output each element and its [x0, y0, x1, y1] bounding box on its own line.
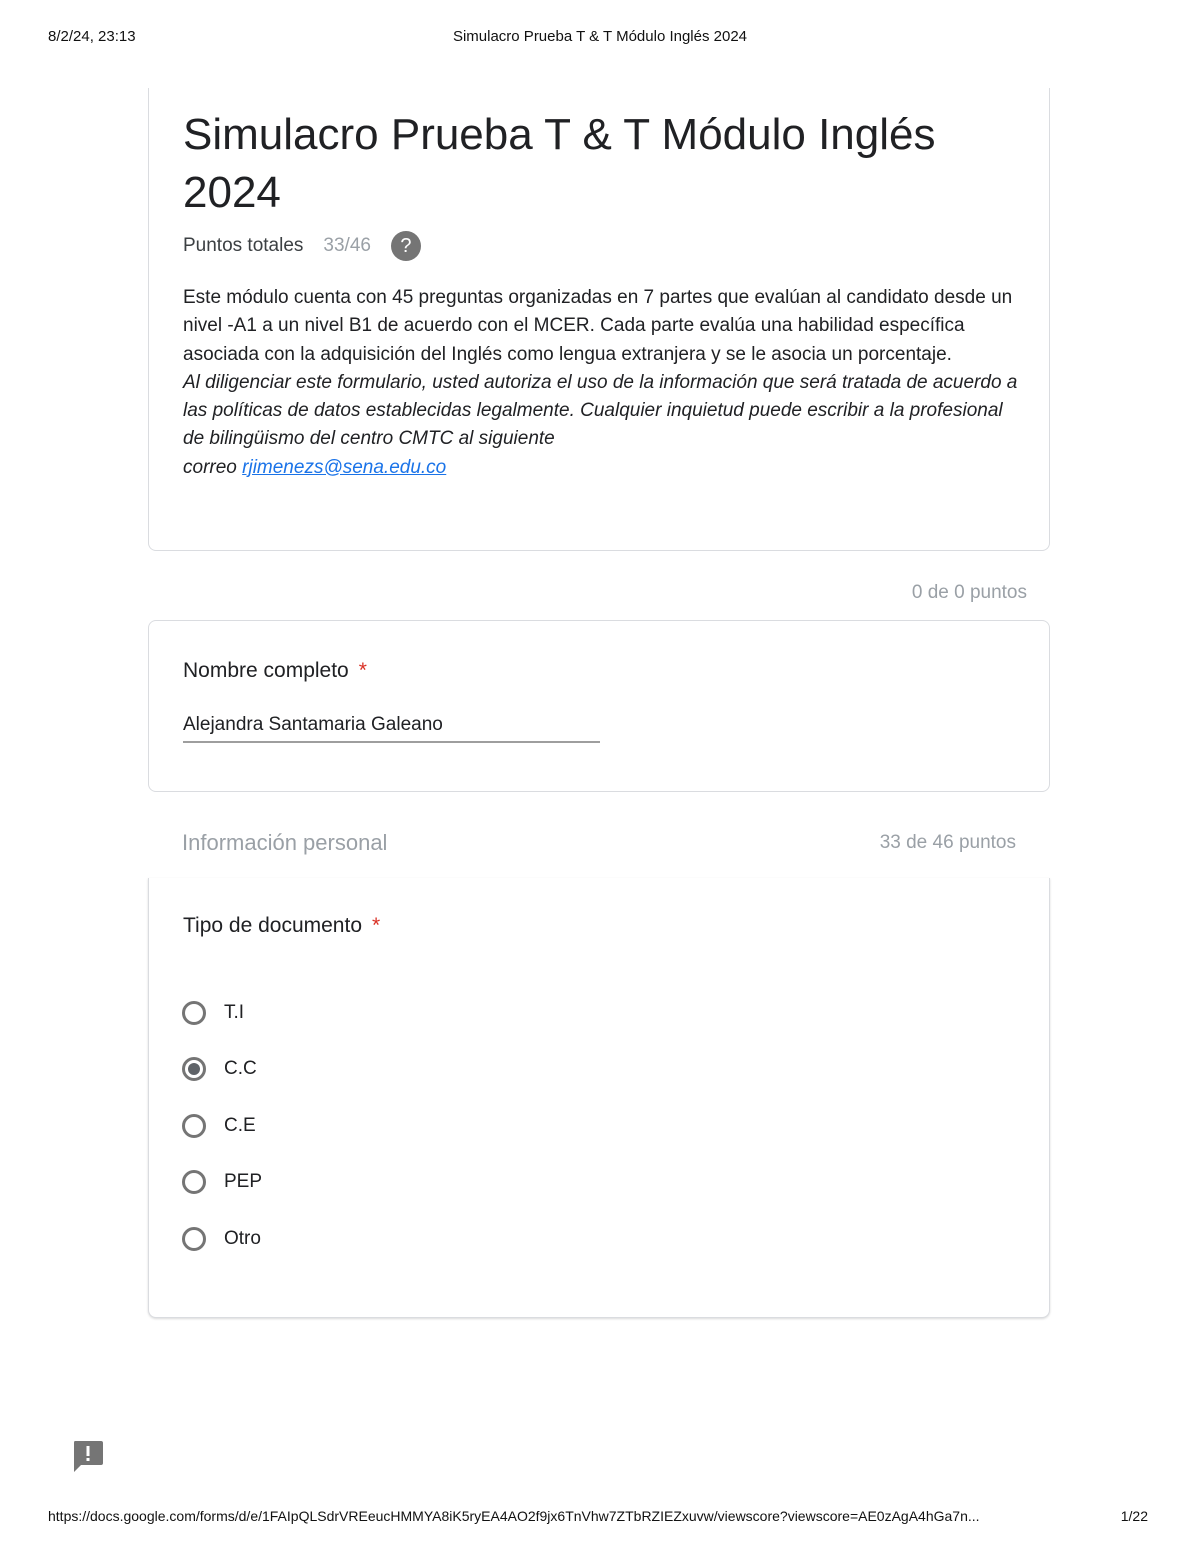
help-icon[interactable]: ?: [391, 231, 421, 261]
required-asterisk: *: [358, 659, 367, 682]
full-name-answer[interactable]: Alejandra Santamaria Galeano: [183, 713, 600, 743]
radio-option-ti[interactable]: [182, 996, 244, 1030]
contact-email-link[interactable]: rjimenezs@sena.edu.co: [242, 456, 447, 478]
required-asterisk: *: [372, 914, 381, 937]
radio-button[interactable]: [182, 1170, 206, 1194]
form-header-card: [148, 88, 1050, 551]
radio-button-selected[interactable]: [182, 1057, 206, 1081]
question-label: Tipo de documento: [183, 914, 363, 937]
email-prefix: correo: [183, 456, 237, 478]
print-url: https://docs.google.com/forms/d/e/1FAIpQLSdrVREeucHMMYA8iK5ryEA4AO2f9jx6TnVhw7ZTbRZIEZxuvw/viewscore?viewscore=AE0zAgA4hGa7n...: [48, 1508, 980, 1524]
total-points-value: 33/46: [323, 235, 371, 256]
radio-label: T.I: [224, 1002, 245, 1023]
radio-selected-dot: [188, 1063, 200, 1075]
radio-option-otro[interactable]: [182, 1222, 261, 1256]
radio-label: Otro: [224, 1228, 261, 1249]
description-privacy-notice: [183, 369, 1023, 482]
radio-label: C.E: [224, 1115, 256, 1136]
print-header: [48, 28, 1152, 48]
form-description: [183, 284, 1023, 482]
radio-button[interactable]: [182, 1227, 206, 1251]
total-score: [183, 230, 421, 262]
radio-option-pep[interactable]: [182, 1165, 262, 1199]
radio-option-ce[interactable]: [182, 1109, 256, 1143]
question-card-name: [148, 620, 1050, 792]
question-card-document-type: [148, 878, 1050, 1318]
radio-button[interactable]: [182, 1114, 206, 1138]
privacy-text: Al diligenciar este formulario, usted autoriza el uso de la información que será tratada de acuerdo a las políticas de datos establecidas legalmente. Cualquier inquietud puede escribir a la profesional de bilingüismo del centro CMTC al siguiente: [183, 371, 1018, 450]
section-title: Información personal: [182, 830, 388, 855]
total-points-label: Puntos totales: [183, 235, 304, 256]
form-title: Simulacro Prueba T & T Módulo Inglés 2024: [183, 110, 936, 217]
print-datetime: 8/2/24, 23:13: [48, 28, 136, 45]
question-title: [183, 914, 380, 938]
question-title: [183, 659, 367, 683]
description-text: Este módulo cuenta con 45 preguntas organizadas en 7 partes que evalúan al candidato desde un nivel -A1 a un nivel B1 de acuerdo con el MCER. Cada parte evalúa una habilidad específica asociada con la adquisición del Inglés como lengua extranjera y se le asocia un porcentaje.: [183, 287, 1013, 365]
print-footer: [48, 1508, 1148, 1528]
report-feedback-icon[interactable]: [72, 1440, 104, 1474]
radio-button[interactable]: [182, 1001, 206, 1025]
page-number: 1/22: [1120, 1508, 1148, 1524]
section-points: 0 de 0 puntos: [911, 582, 1027, 603]
print-document-title: Simulacro Prueba T & T Módulo Inglés 2024: [452, 28, 748, 45]
radio-label: C.C: [224, 1058, 257, 1079]
question-label: Nombre completo: [183, 659, 349, 682]
radio-label: PEP: [224, 1171, 263, 1192]
radio-option-cc[interactable]: [182, 1052, 257, 1086]
section-points: 33 de 46 puntos: [879, 832, 1016, 853]
